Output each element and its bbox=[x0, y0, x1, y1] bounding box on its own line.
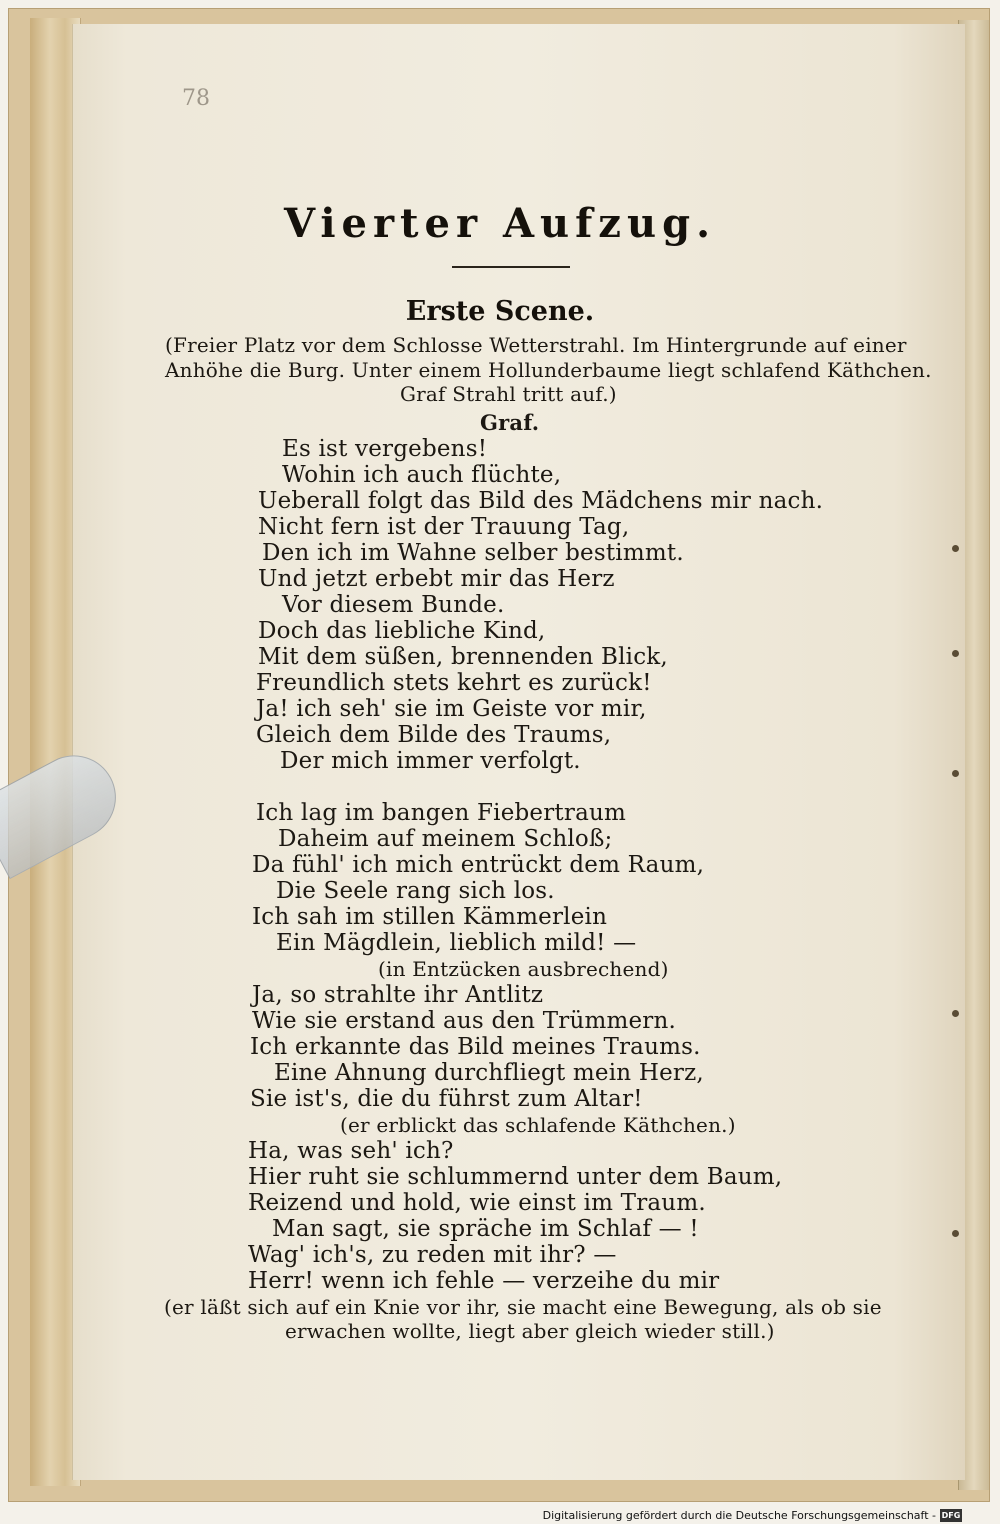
verse-line: Herr! wenn ich fehle — verzeihe du mir bbox=[248, 1268, 720, 1294]
scene-heading: Erste Scene. bbox=[405, 296, 595, 327]
verse-line: Ha, was seh' ich? bbox=[248, 1138, 454, 1164]
stage-direction: (in Entzücken ausbrechend) bbox=[378, 957, 669, 981]
verse-line: Die Seele rang sich los. bbox=[276, 878, 555, 904]
verse-line: Doch das liebliche Kind, bbox=[258, 618, 546, 644]
verse-line: Gleich dem Bilde des Traums, bbox=[256, 722, 612, 748]
act-title: Vierter Aufzug. bbox=[284, 200, 716, 247]
verse-line: Ich erkannte das Bild meines Traums. bbox=[250, 1034, 701, 1060]
verse-line: Den ich im Wahne selber bestimmt. bbox=[262, 540, 684, 566]
digitization-footer bbox=[543, 1509, 962, 1522]
verse-line: Ich sah im stillen Kämmerlein bbox=[252, 904, 608, 930]
title-rule bbox=[452, 266, 570, 268]
verse-line: Ich lag im bangen Fiebertraum bbox=[256, 800, 627, 826]
verse-line: Mit dem süßen, brennenden Blick, bbox=[258, 644, 668, 670]
verse-line: Wie sie erstand aus den Trümmern. bbox=[252, 1008, 677, 1034]
stage-direction-line: (Freier Platz vor dem Schlosse Wetterstrahl. Im Hintergrunde auf einer bbox=[165, 333, 907, 357]
verse-line: Es ist vergebens! bbox=[282, 436, 488, 462]
verse-line: Ueberall folgt das Bild des Mädchens mir nach. bbox=[258, 488, 824, 514]
verse-line: Man sagt, sie spräche im Schlaf — ! bbox=[272, 1216, 699, 1242]
verse-line: Ein Mägdlein, lieblich mild! — bbox=[276, 930, 637, 956]
verse-line: Da fühl' ich mich entrückt dem Raum, bbox=[252, 852, 705, 878]
verse-line: Ja, so strahlte ihr Antlitz bbox=[252, 982, 544, 1008]
footer-credit: Digitalisierung gefördert durch die Deutsche Forschungsgemeinschaft - bbox=[542, 1509, 936, 1522]
verse-line: Vor diesem Bunde. bbox=[282, 592, 505, 618]
verse-line: Und jetzt erbebt mir das Herz bbox=[258, 566, 615, 592]
verse-line: Wohin ich auch flüchte, bbox=[282, 462, 562, 488]
stage-direction-line: Anhöhe die Burg. Unter einem Hollunderbaume liegt schlafend Käthchen. bbox=[165, 358, 932, 382]
verse-line: Nicht fern ist der Trauung Tag, bbox=[258, 514, 630, 540]
page-number: 78 bbox=[182, 86, 210, 111]
verse-line: Freundlich stets kehrt es zurück! bbox=[256, 670, 652, 696]
verse-line: Wag' ich's, zu reden mit ihr? — bbox=[248, 1242, 617, 1268]
dfg-logo-icon: DFG bbox=[941, 1511, 961, 1520]
verse-line: Ja! ich seh' sie im Geiste vor mir, bbox=[256, 696, 647, 722]
stage-direction-line: Graf Strahl tritt auf.) bbox=[400, 382, 617, 406]
speaker-name: Graf. bbox=[480, 410, 540, 435]
verse-line: Reizend und hold, wie einst im Traum. bbox=[248, 1190, 706, 1216]
verse-line: Sie ist's, die du führst zum Altar! bbox=[250, 1086, 643, 1112]
stage-direction-line: erwachen wollte, liegt aber gleich wieder still.) bbox=[285, 1319, 775, 1343]
verse-line: Der mich immer verfolgt. bbox=[280, 748, 581, 774]
verse-line: Daheim auf meinem Schloß; bbox=[278, 826, 613, 852]
stage-direction: (er erblickt das schlafende Käthchen.) bbox=[340, 1113, 736, 1137]
verse-line: Eine Ahnung durchfliegt mein Herz, bbox=[274, 1060, 704, 1086]
verse-line: Hier ruht sie schlummernd unter dem Baum, bbox=[248, 1164, 783, 1190]
stage-direction-line: (er läßt sich auf ein Knie vor ihr, sie macht eine Bewegung, als ob sie bbox=[164, 1295, 882, 1319]
